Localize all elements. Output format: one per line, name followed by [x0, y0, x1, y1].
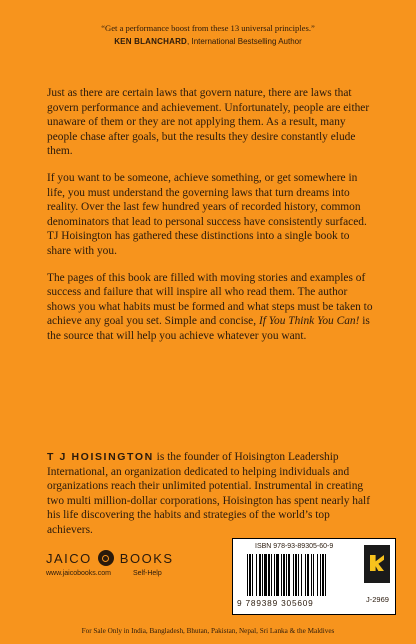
endorsement-author: KEN BLANCHARD [114, 37, 188, 46]
publisher-block [46, 550, 196, 590]
author-bio-text: is the founder of Hoisington Leadership International, an organization dedicated to helping individuals and organizations reach their unlimited potential. Instrumental in creating two multi million-dollar corporations, Hoisington has spent nearly half his life discovering the habits and strategies of the world’s top achievers. [47, 451, 370, 536]
publisher-name-left: JAICO [46, 550, 92, 566]
endorsement-author-note: , International Bestselling Author [187, 37, 302, 46]
isbn-label: ISBN 978-93-89305-60-9 [255, 543, 334, 550]
endorsement-attribution [40, 35, 376, 48]
blurb-p3-end: is the source that will help you achieve whatever you want. [47, 315, 370, 342]
publisher-website: www.jaicobooks.com [46, 570, 111, 577]
endorsement [40, 22, 376, 48]
blurb-paragraph-2: If you want to be someone, achieve something, or get somewhere in life, you must understand the governing laws that turn dreams into reality. Over the last few hundred years of recorded history, common denominators that lead to personal success have consistently surfaced. TJ Hoisington has gathered these distinctions into a single book to share with you. [47, 171, 367, 257]
publisher-meta [46, 570, 196, 577]
publisher-logo [46, 550, 196, 566]
blurb-paragraph-3 [47, 271, 373, 344]
book-category: Self-Help [132, 570, 162, 577]
author-bio [47, 450, 373, 538]
barcode-panel [232, 538, 396, 615]
barcode-icon [247, 554, 357, 596]
publisher-name-right: BOOKS [119, 550, 174, 566]
product-code: J-2969 [366, 595, 389, 604]
blurb-paragraph-1: Just as there are certain laws that govern nature, there are laws that govern performance and achievement. Unfortunately, people are either unaware of them or they are not applying them. As a result, many people chase after goals, but the results they desire constantly elude them. [47, 87, 370, 158]
book-title: If You Think You Can! [258, 315, 360, 328]
endorsement-quote: “Get a performance boost from these 13 universal principles.” [101, 23, 315, 33]
k-logo-icon [364, 545, 390, 583]
blurb [47, 86, 373, 356]
barcode-digits: 9 789389 305609 [237, 598, 314, 608]
sale-territory-note: For Sale Only in India, Bangladesh, Bhutan, Pakistan, Nepal, Sri Lanka & the Maldives [81, 627, 335, 635]
blurb-p3-start: The pages of this book are filled with moving stories and examples of success and failure that will inspire all who read them. The author shows you what habits must be formed and what steps must be taken to achieve any goal you set. Simple and concise, [47, 271, 373, 328]
author-name: T J HOISINGTON [47, 451, 154, 463]
jaico-logo-icon [98, 550, 114, 566]
